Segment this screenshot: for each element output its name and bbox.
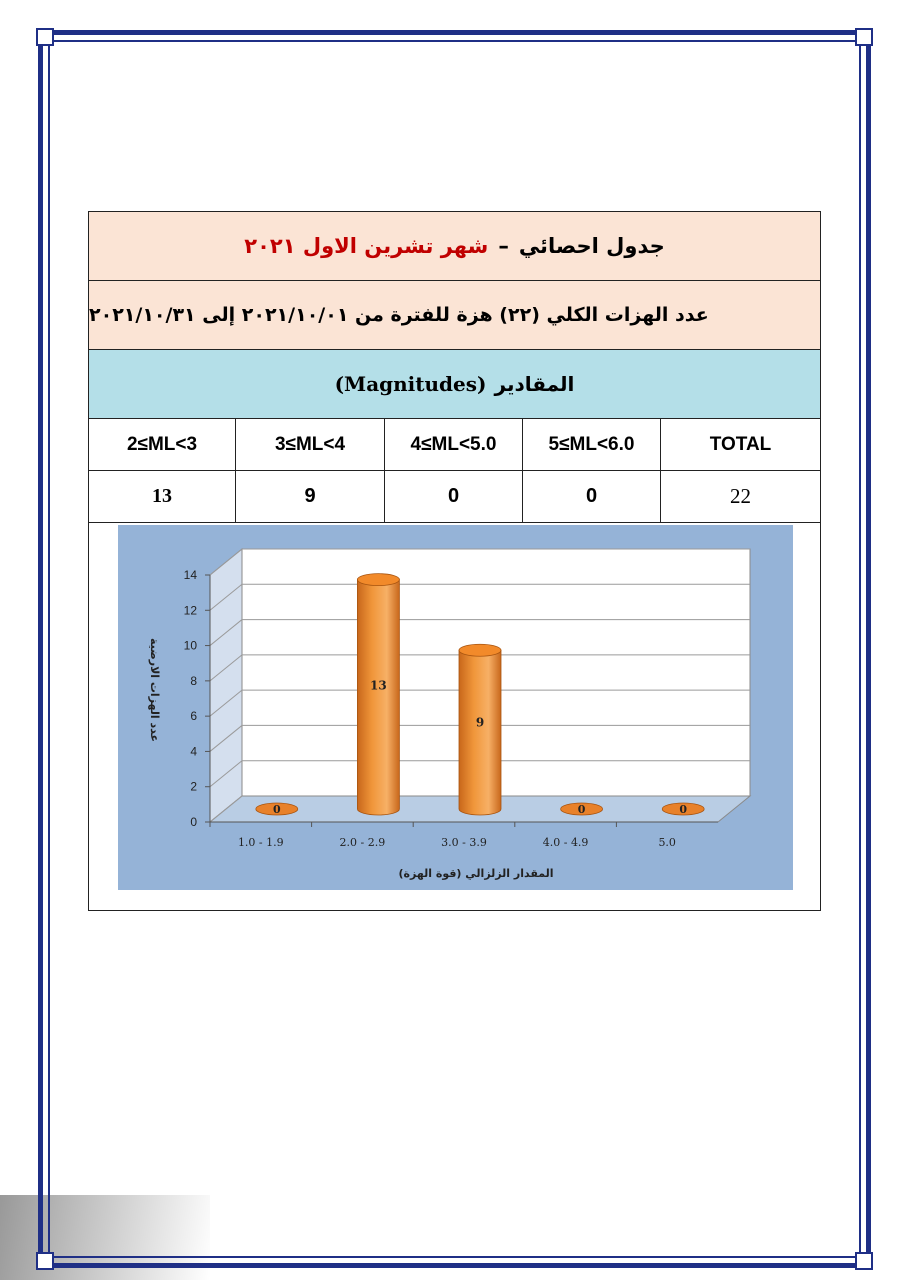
title-separator: – xyxy=(498,234,509,258)
header-cell: 2≤ML<3 xyxy=(89,419,236,471)
title-main: جدول احصائي xyxy=(518,234,665,258)
bar-cylinder-top xyxy=(357,574,399,586)
total-count-line xyxy=(89,281,820,350)
x-tick-label: 4.0 - 4.9 xyxy=(542,836,589,849)
value-cell-total: 22 xyxy=(661,471,820,523)
count-text: عدد الهزات الكلي (٢٢) هزة للفترة من ٢٠٢١/١٠/٠١ إلى ٢٠٢١/١٠/٣١ xyxy=(89,304,709,326)
x-tick-label: 2.0 - 2.9 xyxy=(339,836,386,849)
x-tick-label: 1.0 - 1.9 xyxy=(237,836,284,849)
x-tick-label: 5.0 xyxy=(658,836,676,849)
header-cell-total: TOTAL xyxy=(661,419,820,471)
border-corner xyxy=(36,1252,54,1270)
statistics-table xyxy=(88,211,821,911)
magnitude-bar-chart xyxy=(118,525,793,890)
y-axis-title: عدد الهزات الارضية xyxy=(148,637,161,743)
x-tick-label: 3.0 - 3.9 xyxy=(441,836,487,849)
bar-data-label: 0 xyxy=(679,803,688,816)
bar-cylinder-top xyxy=(459,644,501,656)
y-tick-label: 0 xyxy=(190,815,197,829)
bar-data-label: 13 xyxy=(370,678,387,693)
magnitudes-header xyxy=(89,350,820,419)
bar-cylinder xyxy=(357,580,399,815)
value-cell: 13 xyxy=(89,471,236,523)
value-cell: 0 xyxy=(385,471,523,523)
plot-side-wall xyxy=(210,549,242,822)
value-cell: 0 xyxy=(523,471,661,523)
y-tick-label: 14 xyxy=(183,568,197,582)
border-corner xyxy=(855,1252,873,1270)
magnitudes-en: (Magnitudes) xyxy=(334,372,487,396)
y-tick-label: 12 xyxy=(183,603,197,618)
header-cell: 4≤ML<5.0 xyxy=(385,419,523,471)
header-cell: 5≤ML<6.0 xyxy=(523,419,661,471)
y-tick-label: 6 xyxy=(190,709,197,724)
value-cell: 9 xyxy=(236,471,385,523)
table-title xyxy=(89,212,820,281)
bar-data-label: 9 xyxy=(475,715,485,730)
border-corner xyxy=(36,28,54,46)
bar-cylinder xyxy=(459,650,501,815)
bar-data-label: 0 xyxy=(577,803,586,816)
title-period: شهر تشرين الاول ٢٠٢١ xyxy=(244,234,489,258)
magnitude-grid xyxy=(89,419,820,523)
x-axis-title: المقدار الزلزالي (قوة الهزة) xyxy=(398,867,554,880)
y-tick-label: 8 xyxy=(190,673,197,688)
y-tick-label: 2 xyxy=(190,779,197,794)
header-cell: 3≤ML<4 xyxy=(236,419,385,471)
border-corner xyxy=(855,28,873,46)
bar-data-label: 0 xyxy=(272,803,281,816)
magnitudes-ar: المقادير xyxy=(494,372,575,396)
y-tick-label: 4 xyxy=(190,744,197,759)
y-tick-label: 10 xyxy=(183,638,197,653)
